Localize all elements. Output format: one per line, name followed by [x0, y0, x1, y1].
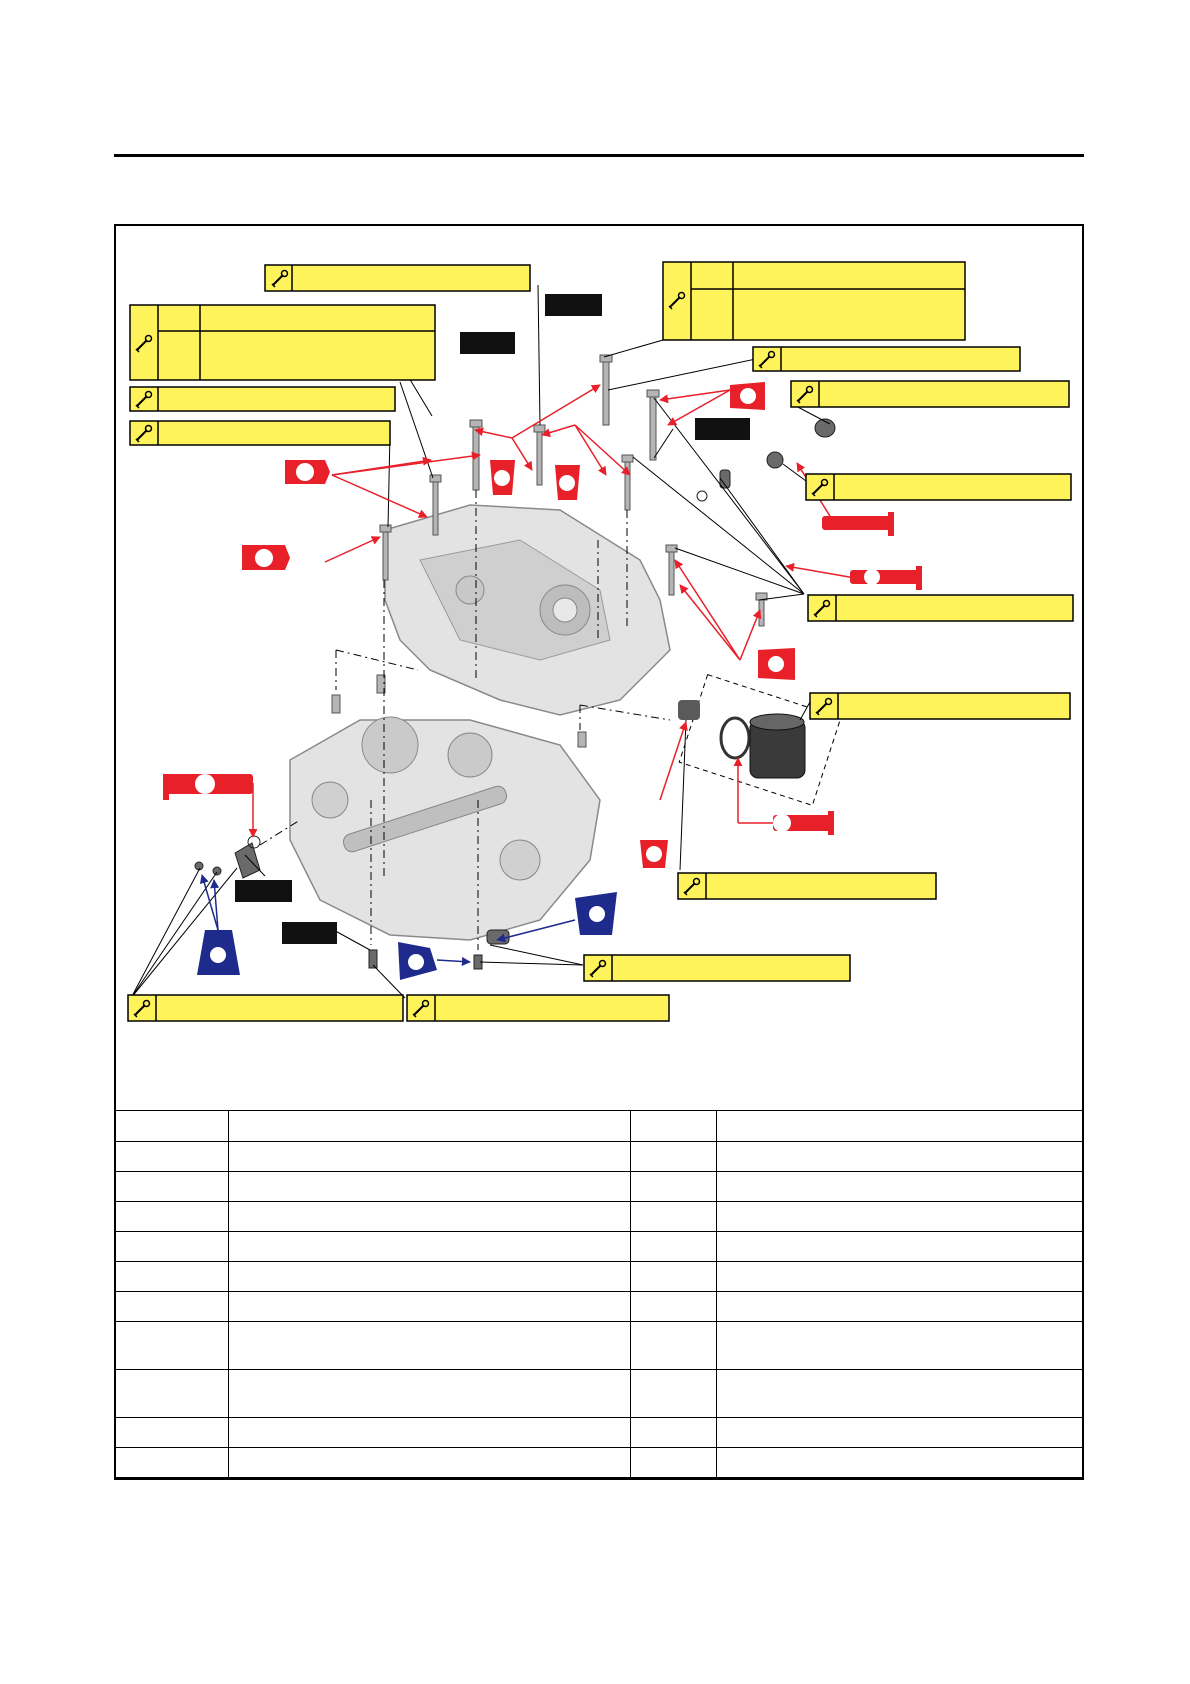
- table-row: [114, 1142, 1084, 1172]
- callout-12: [584, 955, 850, 981]
- callout-8: [806, 474, 1071, 500]
- table-row: [114, 1262, 1084, 1292]
- callout-10: [810, 693, 1070, 719]
- table-row: [114, 1111, 1084, 1142]
- callout-7: [791, 381, 1069, 407]
- table-row: [114, 1172, 1084, 1202]
- table-row: [114, 1292, 1084, 1322]
- upper-crankcase: [385, 505, 670, 715]
- callout-5: [663, 262, 965, 340]
- callout-2: [130, 305, 435, 380]
- table-row: [114, 1370, 1084, 1418]
- callout-4: [130, 421, 390, 445]
- parts-table: [114, 1110, 1084, 1479]
- callout-9: [808, 595, 1073, 621]
- table-row: [114, 1232, 1084, 1262]
- callout-3: [130, 387, 395, 411]
- callout-6: [753, 347, 1020, 371]
- callout-11: [678, 873, 936, 899]
- callout-14: [407, 995, 669, 1021]
- table-row: [114, 1448, 1084, 1478]
- table-row: [114, 1322, 1084, 1370]
- callout-1: [265, 265, 530, 291]
- lower-crankcase: [290, 717, 600, 940]
- table-row: [114, 1202, 1084, 1232]
- callout-13: [128, 995, 403, 1021]
- table-row: [114, 1418, 1084, 1448]
